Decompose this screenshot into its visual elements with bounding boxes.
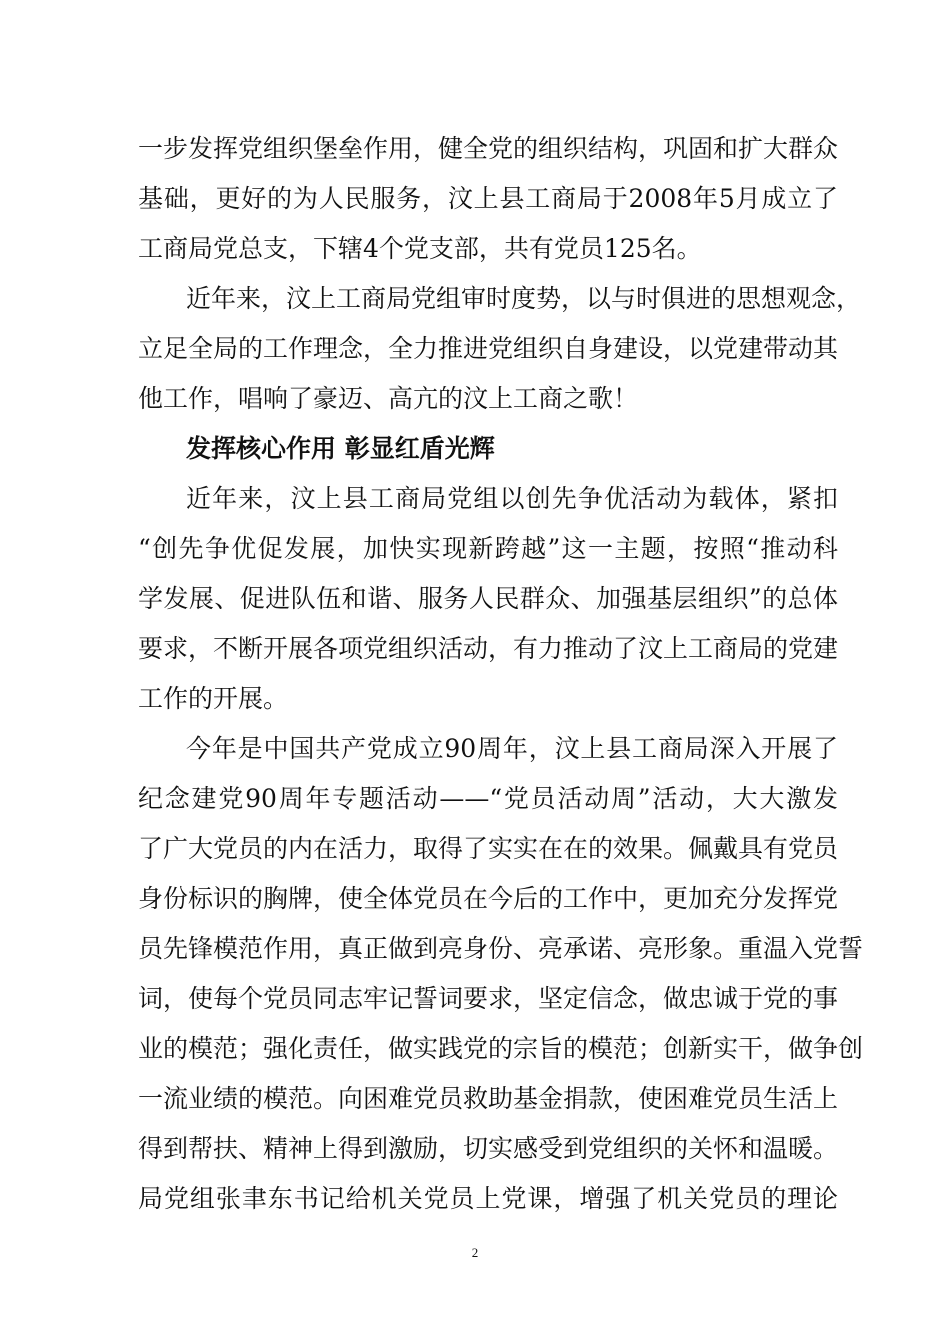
paragraph-4-line-7: 业的模范；强化责任，做实践党的宗旨的模范；创新实干，做争创: [138, 1034, 864, 1063]
paragraph-3-line-3: 学发展、促进队伍和谐、服务人民群众、加强基层组织”的总体: [138, 584, 838, 613]
paragraph-1-line-1: 一步发挥党组织堡垒作用，健全党的组织结构，巩固和扩大群众: [138, 134, 839, 163]
paragraph-1-line-2: 基础，更好的为人民服务，汶上县工商局于2008年5月成立了: [138, 184, 838, 213]
paragraph-1-line-3: 工商局党总支，下辖4个党支部，共有党员125名。: [138, 234, 702, 263]
page-number: 2: [471, 1245, 479, 1260]
paragraph-3-line-4: 要求，不断开展各项党组织活动，有力推动了汶上工商局的党建: [138, 634, 839, 663]
paragraph-4-line-10: 局党组张聿东书记给机关党员上党课，增强了机关党员的理论: [138, 1184, 838, 1213]
paragraph-3-line-5: 工作的开展。: [138, 684, 289, 713]
paragraph-4-line-1: 今年是中国共产党成立90周年，汶上县工商局深入开展了: [186, 734, 838, 763]
paragraph-4-line-2: 纪念建党90周年专题活动——“党员活动周”活动，大大激发: [138, 784, 838, 813]
paragraph-2-line-1: 近年来，汶上工商局党组审时度势，以与时俱进的思想观念，: [186, 284, 862, 313]
paragraph-4-line-3: 了广大党员的内在活力，取得了实实在在的效果。佩戴具有党员: [138, 834, 839, 863]
paragraph-4-line-6: 词，使每个党员同志牢记誓词要求，坚定信念，做忠诚于党的事: [138, 984, 839, 1013]
paragraph-4-line-8: 一流业绩的模范。向困难党员救助基金捐款，使困难党员生活上: [138, 1084, 839, 1113]
paragraph-4-line-9: 得到帮扶、精神上得到激励，切实感受到党组织的关怀和温暖。: [138, 1134, 839, 1163]
paragraph-3-line-1: 近年来，汶上县工商局党组以创先争优活动为载体，紧扣: [186, 484, 838, 513]
paragraph-4-line-4: 身份标识的胸牌，使全体党员在今后的工作中，更加充分发挥党: [138, 884, 839, 913]
paragraph-4-line-5: 员先锋模范作用，真正做到亮身份、亮承诺、亮形象。重温入党誓: [138, 934, 864, 963]
paragraph-2-line-3: 他工作，唱响了豪迈、高亢的汶上工商之歌！: [138, 384, 639, 413]
section-heading: 发挥核心作用 彰显红盾光辉: [186, 434, 495, 463]
paragraph-2-line-2: 立足全局的工作理念，全力推进党组织自身建设，以党建带动其: [138, 334, 839, 363]
paragraph-3-line-2: “创先争优促发展，加快实现新跨越”这一主题，按照“推动科: [138, 534, 838, 563]
